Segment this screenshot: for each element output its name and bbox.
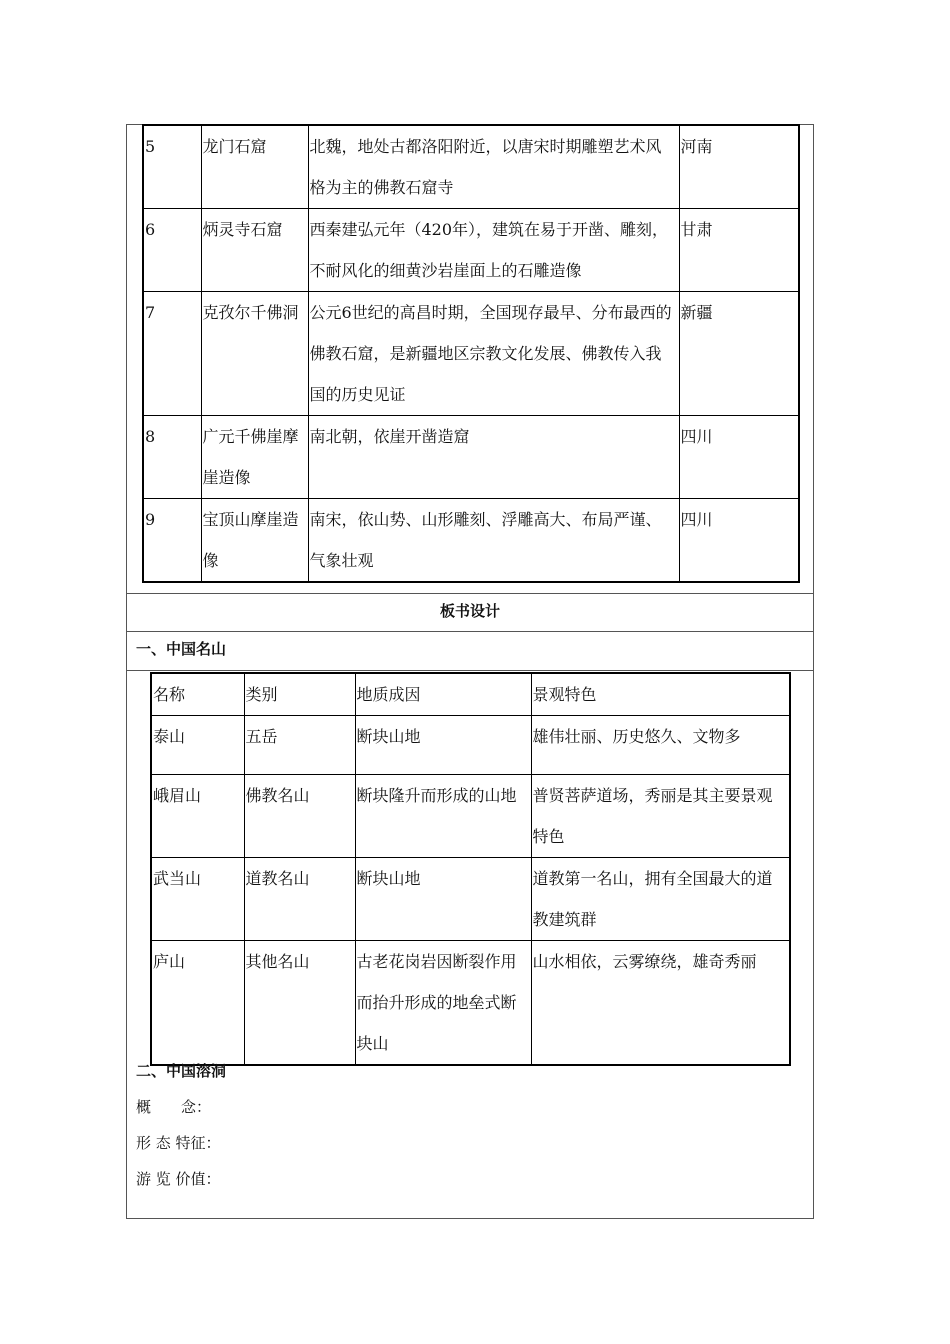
row-number: 5 [143,125,201,209]
header-cause: 地质成因 [355,673,531,716]
section-famous-mountains-title: 一、中国名山 [136,640,227,658]
site-name: 炳灵寺石窟 [201,209,308,292]
mountain-name: 泰山 [151,716,244,775]
site-description: 南北朝，依崖开凿造窟 [308,416,679,499]
mountain-name: 庐山 [151,941,244,1066]
mountain-type: 其他名山 [244,941,355,1066]
site-province: 河南 [679,125,799,209]
site-description: 北魏，地处古都洛阳附近，以唐宋时期雕塑艺术风格为主的佛教石窟寺 [308,125,679,209]
site-description: 南宋，依山势、山形雕刻、浮雕高大、布局严谨、气象壮观 [308,499,679,583]
table-row [151,858,790,941]
table-row [143,292,799,416]
mountain-feature: 普贤菩萨道场，秀丽是其主要景观特色 [531,775,790,858]
mountain-cause: 断块隆升而形成的山地 [355,775,531,858]
table-row [151,941,790,1066]
tour-value-label: 游 览 价值： [136,1170,221,1188]
table-row [151,775,790,858]
grottoes-table [142,124,800,583]
site-province: 四川 [679,416,799,499]
table-header-row [151,673,790,716]
concept-label: 概 念： [136,1098,212,1116]
mountain-name: 峨眉山 [151,775,244,858]
table-row [143,125,799,209]
row-number: 9 [143,499,201,583]
site-name: 广元千佛崖摩崖造像 [201,416,308,499]
table-row [151,716,790,775]
header-feature: 景观特色 [531,673,790,716]
mountain-feature: 道教第一名山，拥有全国最大的道教建筑群 [531,858,790,941]
header-name: 名称 [151,673,244,716]
row-number: 7 [143,292,201,416]
form-feature-label: 形 态 特征： [136,1134,221,1152]
site-name: 宝顶山摩崖造像 [201,499,308,583]
mountains-table [150,672,791,1066]
site-province: 新疆 [679,292,799,416]
mountain-cause: 古老花岗岩因断裂作用而抬升形成的地垒式断块山 [355,941,531,1066]
mountain-name: 武当山 [151,858,244,941]
site-name: 龙门石窟 [201,125,308,209]
mountain-type: 五岳 [244,716,355,775]
mountain-type: 佛教名山 [244,775,355,858]
divider-board-bottom [126,631,814,632]
site-province: 甘肃 [679,209,799,292]
mountain-cause: 断块山地 [355,716,531,775]
site-description: 西秦建弘元年（420年），建筑在易于开凿、雕刻，不耐风化的细黄沙岩崖面上的石雕造像 [308,209,679,292]
header-type: 类别 [244,673,355,716]
section-karst-caves-title: 二、中国溶洞 [136,1062,227,1080]
site-name: 克孜尔千佛洞 [201,292,308,416]
row-number: 6 [143,209,201,292]
row-number: 8 [143,416,201,499]
site-description: 公元6世纪的高昌时期，全国现存最早、分布最西的佛教石窟，是新疆地区宗教文化发展、佛教传入我国的历史见证 [308,292,679,416]
board-design-title: 板书设计 [439,602,500,620]
mountain-feature: 山水相依，云雾缭绕，雄奇秀丽 [531,941,790,1066]
table-row [143,209,799,292]
divider-section1 [126,670,814,671]
table-row [143,499,799,583]
site-province: 四川 [679,499,799,583]
mountain-type: 道教名山 [244,858,355,941]
mountain-cause: 断块山地 [355,858,531,941]
mountain-feature: 雄伟壮丽、历史悠久、文物多 [531,716,790,775]
divider-board-top [126,593,814,594]
table-row [143,416,799,499]
